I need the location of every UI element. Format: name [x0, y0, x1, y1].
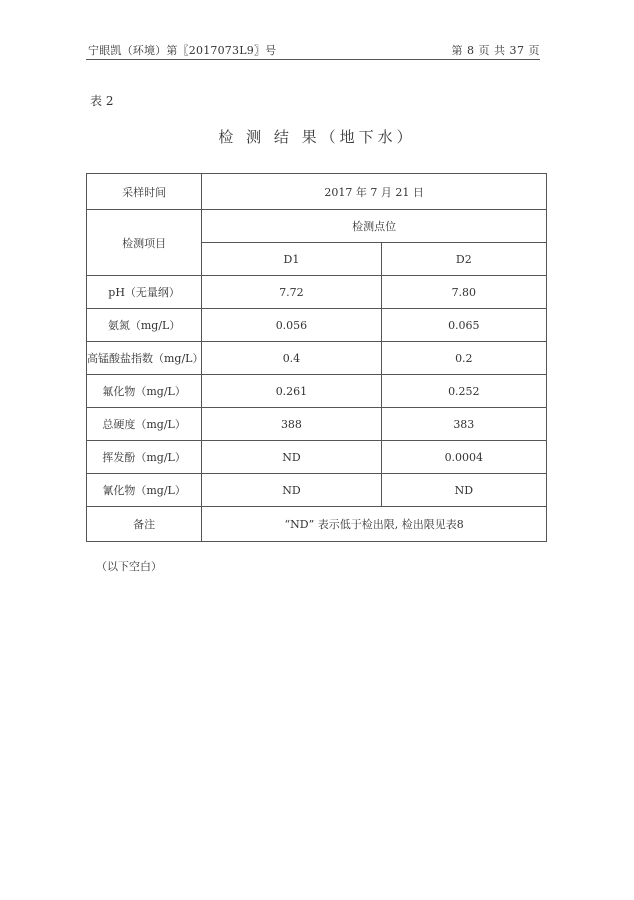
table-row [87, 408, 547, 441]
point-header: 检测点位 [202, 210, 547, 243]
d1-value: 0.056 [202, 309, 381, 342]
d2-value: 0.252 [381, 375, 546, 408]
sampling-date: 2017 年 7 月 21 日 [202, 174, 547, 210]
sampling-time-label: 采样时间 [87, 174, 202, 210]
blank-below-note: （以下空白） [96, 560, 162, 573]
d2-value: ND [381, 474, 546, 507]
table-row [87, 441, 547, 474]
remark-label: 备注 [87, 507, 202, 542]
item-name: pH（无量纲） [87, 276, 202, 309]
header-divider [86, 59, 540, 60]
d1-value: ND [202, 474, 381, 507]
results-table [86, 173, 547, 542]
remark-row [87, 507, 547, 542]
table-row [87, 474, 547, 507]
point-d2: D2 [381, 243, 546, 276]
point-header-row [87, 210, 547, 243]
d1-value: ND [202, 441, 381, 474]
d1-value: 388 [202, 408, 381, 441]
item-name: 挥发酚（mg/L） [87, 441, 202, 474]
item-name: 总硬度（mg/L） [87, 408, 202, 441]
d1-value: 0.261 [202, 375, 381, 408]
table-row [87, 276, 547, 309]
item-name: 氟化物（mg/L） [87, 375, 202, 408]
d2-value: 7.80 [381, 276, 546, 309]
remark-text: “ND” 表示低于检出限, 检出限见表8 [202, 507, 547, 542]
table-label: 表 2 [90, 94, 114, 108]
page-info: 第 8 页 共 37 页 [451, 44, 540, 57]
d1-value: 7.72 [202, 276, 381, 309]
report-number: 宁眼凯（环境）第〖2017073L9〗号 [88, 44, 277, 57]
sampling-time-row [87, 174, 547, 210]
page-title: 检 测 结 果（地下水） [218, 128, 416, 146]
d2-value: 0.065 [381, 309, 546, 342]
d2-value: 0.2 [381, 342, 546, 375]
d2-value: 383 [381, 408, 546, 441]
item-header: 检测项目 [87, 210, 202, 276]
table-row [87, 342, 547, 375]
table-row [87, 375, 547, 408]
item-name: 高锰酸盐指数（mg/L） [87, 342, 202, 375]
item-name: 氨氮（mg/L） [87, 309, 202, 342]
item-name: 氰化物（mg/L） [87, 474, 202, 507]
d1-value: 0.4 [202, 342, 381, 375]
point-d1: D1 [202, 243, 381, 276]
d2-value: 0.0004 [381, 441, 546, 474]
table-row [87, 309, 547, 342]
